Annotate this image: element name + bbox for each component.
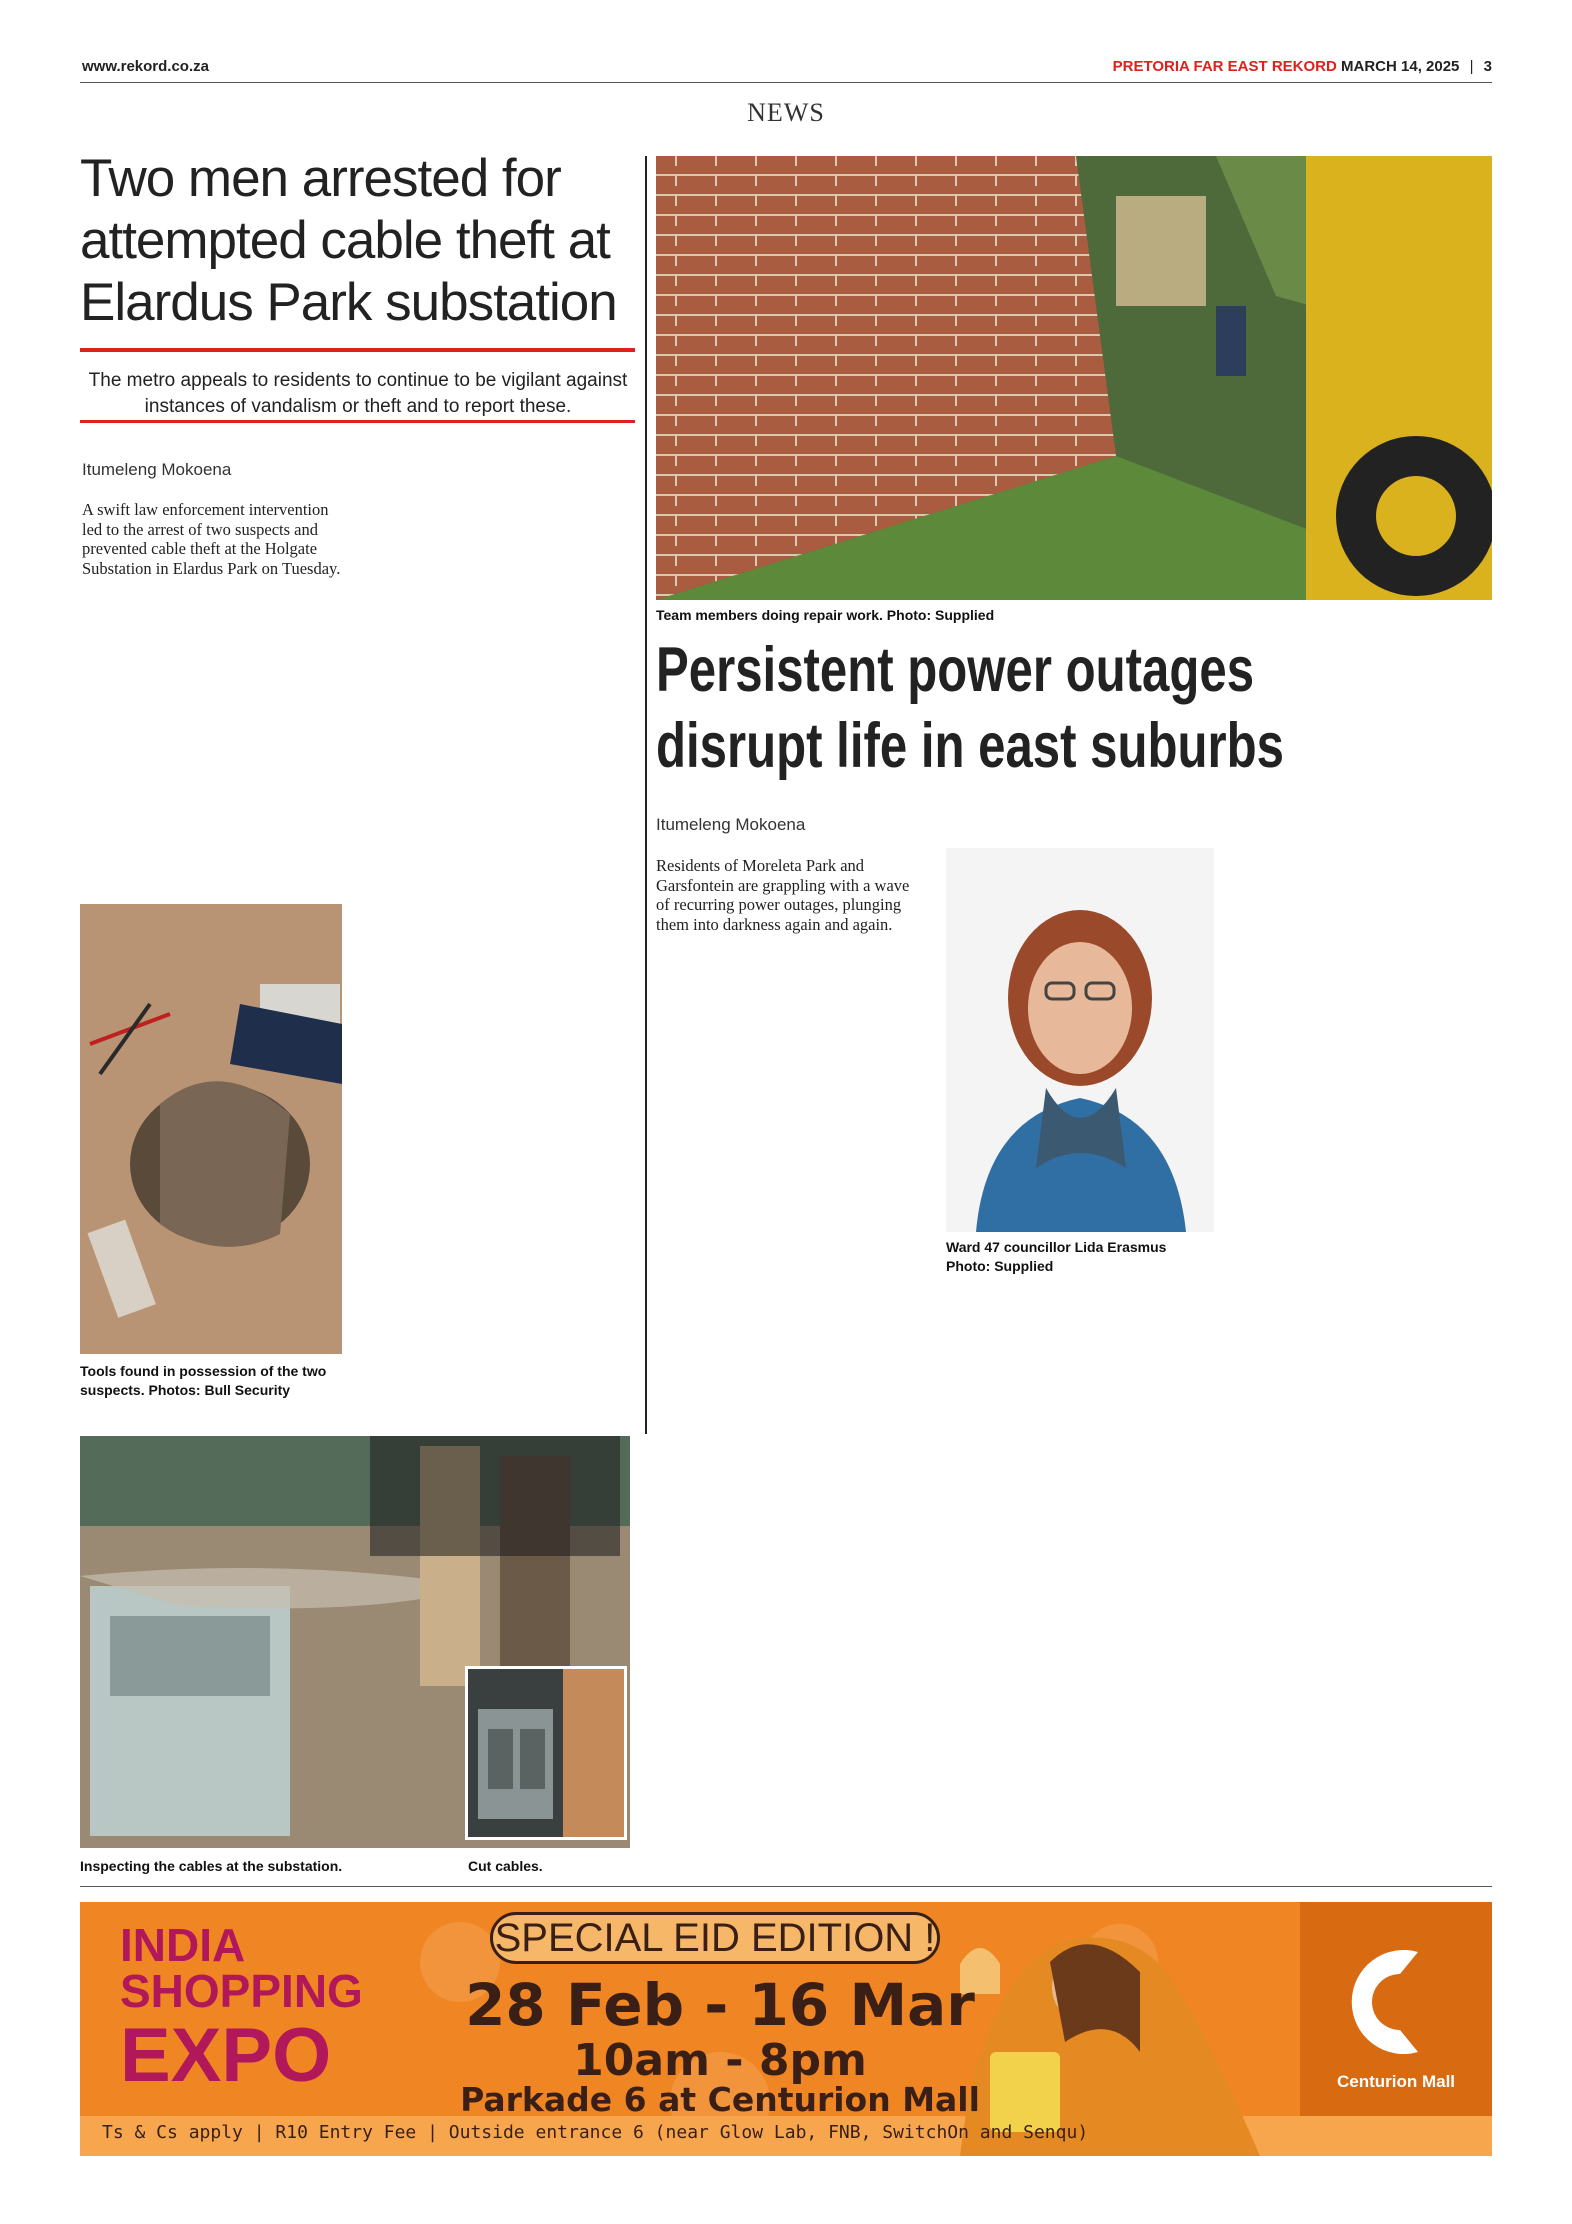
- paragraph: Residents of Moreleta Park and Garsfontein are grappling with a wave of recurring power outages, plunging them into darkness again and again.: [656, 856, 910, 934]
- expo-brand: [120, 1919, 363, 2098]
- header-rule: [80, 82, 1492, 83]
- councillor-photo: [946, 848, 1214, 1232]
- article2-headline: [656, 632, 1498, 784]
- centurion-mall-logo: [1300, 1902, 1492, 2116]
- tools-photo-caption: Tools found in possession of the two suspects. Photos: Bull Security: [80, 1363, 327, 1398]
- folio-separator: |: [1469, 58, 1474, 75]
- cut-cables-caption: Cut cables.: [468, 1858, 543, 1874]
- folio: [1113, 58, 1492, 75]
- article1-standfirst: The metro appeals to residents to continue to be vigilant against instances of vandalism or theft and to report these.: [88, 370, 628, 417]
- ad-top-rule: [80, 1886, 1492, 1887]
- repair-work-photo: [656, 156, 1492, 600]
- repair-work-photo-illustration: [656, 156, 1492, 600]
- councillor-portrait-illustration: [946, 848, 1214, 1232]
- expo-hours: 10am - 8pm: [573, 2035, 867, 2086]
- standfirst-rule: [80, 420, 635, 423]
- article1-headline: Two men arrested for attempted cable theft at Elardus Park substation: [80, 149, 617, 332]
- site-url: www.rekord.co.za: [82, 58, 209, 75]
- cut-cables-photo-illustration: [468, 1669, 627, 1840]
- article2-headline-line-2: disrupt life in east suburbs: [656, 711, 1285, 781]
- councillor-caption: Ward 47 councillor Lida Erasmus Photo: Supplied: [946, 1239, 1167, 1274]
- special-eid-badge: SPECIAL EID EDITION !: [490, 1912, 940, 1964]
- centurion-mall-name: Centurion Mall: [1336, 2072, 1456, 2091]
- paragraph: A swift law enforcement intervention led to the arrest of two suspects and prevented cable theft at the Holgate Substation in Elardus Park on Tuesday.: [82, 500, 341, 578]
- headline-rule: [80, 348, 635, 352]
- article1-column-1: [82, 500, 344, 578]
- page-number: 3: [1483, 58, 1492, 75]
- section-title: NEWS: [747, 98, 825, 127]
- article2-column-1: [656, 856, 918, 934]
- repair-work-caption: Team members doing repair work. Photo: Supplied: [656, 607, 995, 623]
- publication-name: PRETORIA FAR EAST REKORD: [1112, 58, 1337, 75]
- tools-photo: [80, 904, 342, 1354]
- issue-date: MARCH 14, 2025: [1341, 58, 1460, 75]
- advert-footer: Ts & Cs apply | R10 Entry Fee | Outside entrance 6 (near Glow Lab, FNB, SwitchOn and Senqu): [102, 2122, 1089, 2143]
- article2-headline-line-1: Persistent power outages: [656, 635, 1255, 705]
- cut-cables-photo: [465, 1666, 627, 1840]
- tools-photo-illustration: [80, 904, 342, 1354]
- article2-byline: Itumeleng Mokoena: [656, 815, 806, 834]
- expo-venue: Parkade 6 at Centurion Mall: [460, 2080, 980, 2119]
- expo-dates: 28 Feb - 16 Mar: [465, 1971, 975, 2039]
- brand-india: INDIA: [120, 1919, 246, 1971]
- india-shopping-expo-advert[interactable]: [80, 1902, 1492, 2156]
- brand-expo: EXPO: [120, 2013, 332, 2098]
- article1-byline: Itumeleng Mokoena: [82, 460, 232, 479]
- brand-shopping: SHOPPING: [120, 1965, 363, 2017]
- column-divider: [645, 156, 647, 1434]
- substation-photo-caption: Inspecting the cables at the substation.: [80, 1858, 343, 1874]
